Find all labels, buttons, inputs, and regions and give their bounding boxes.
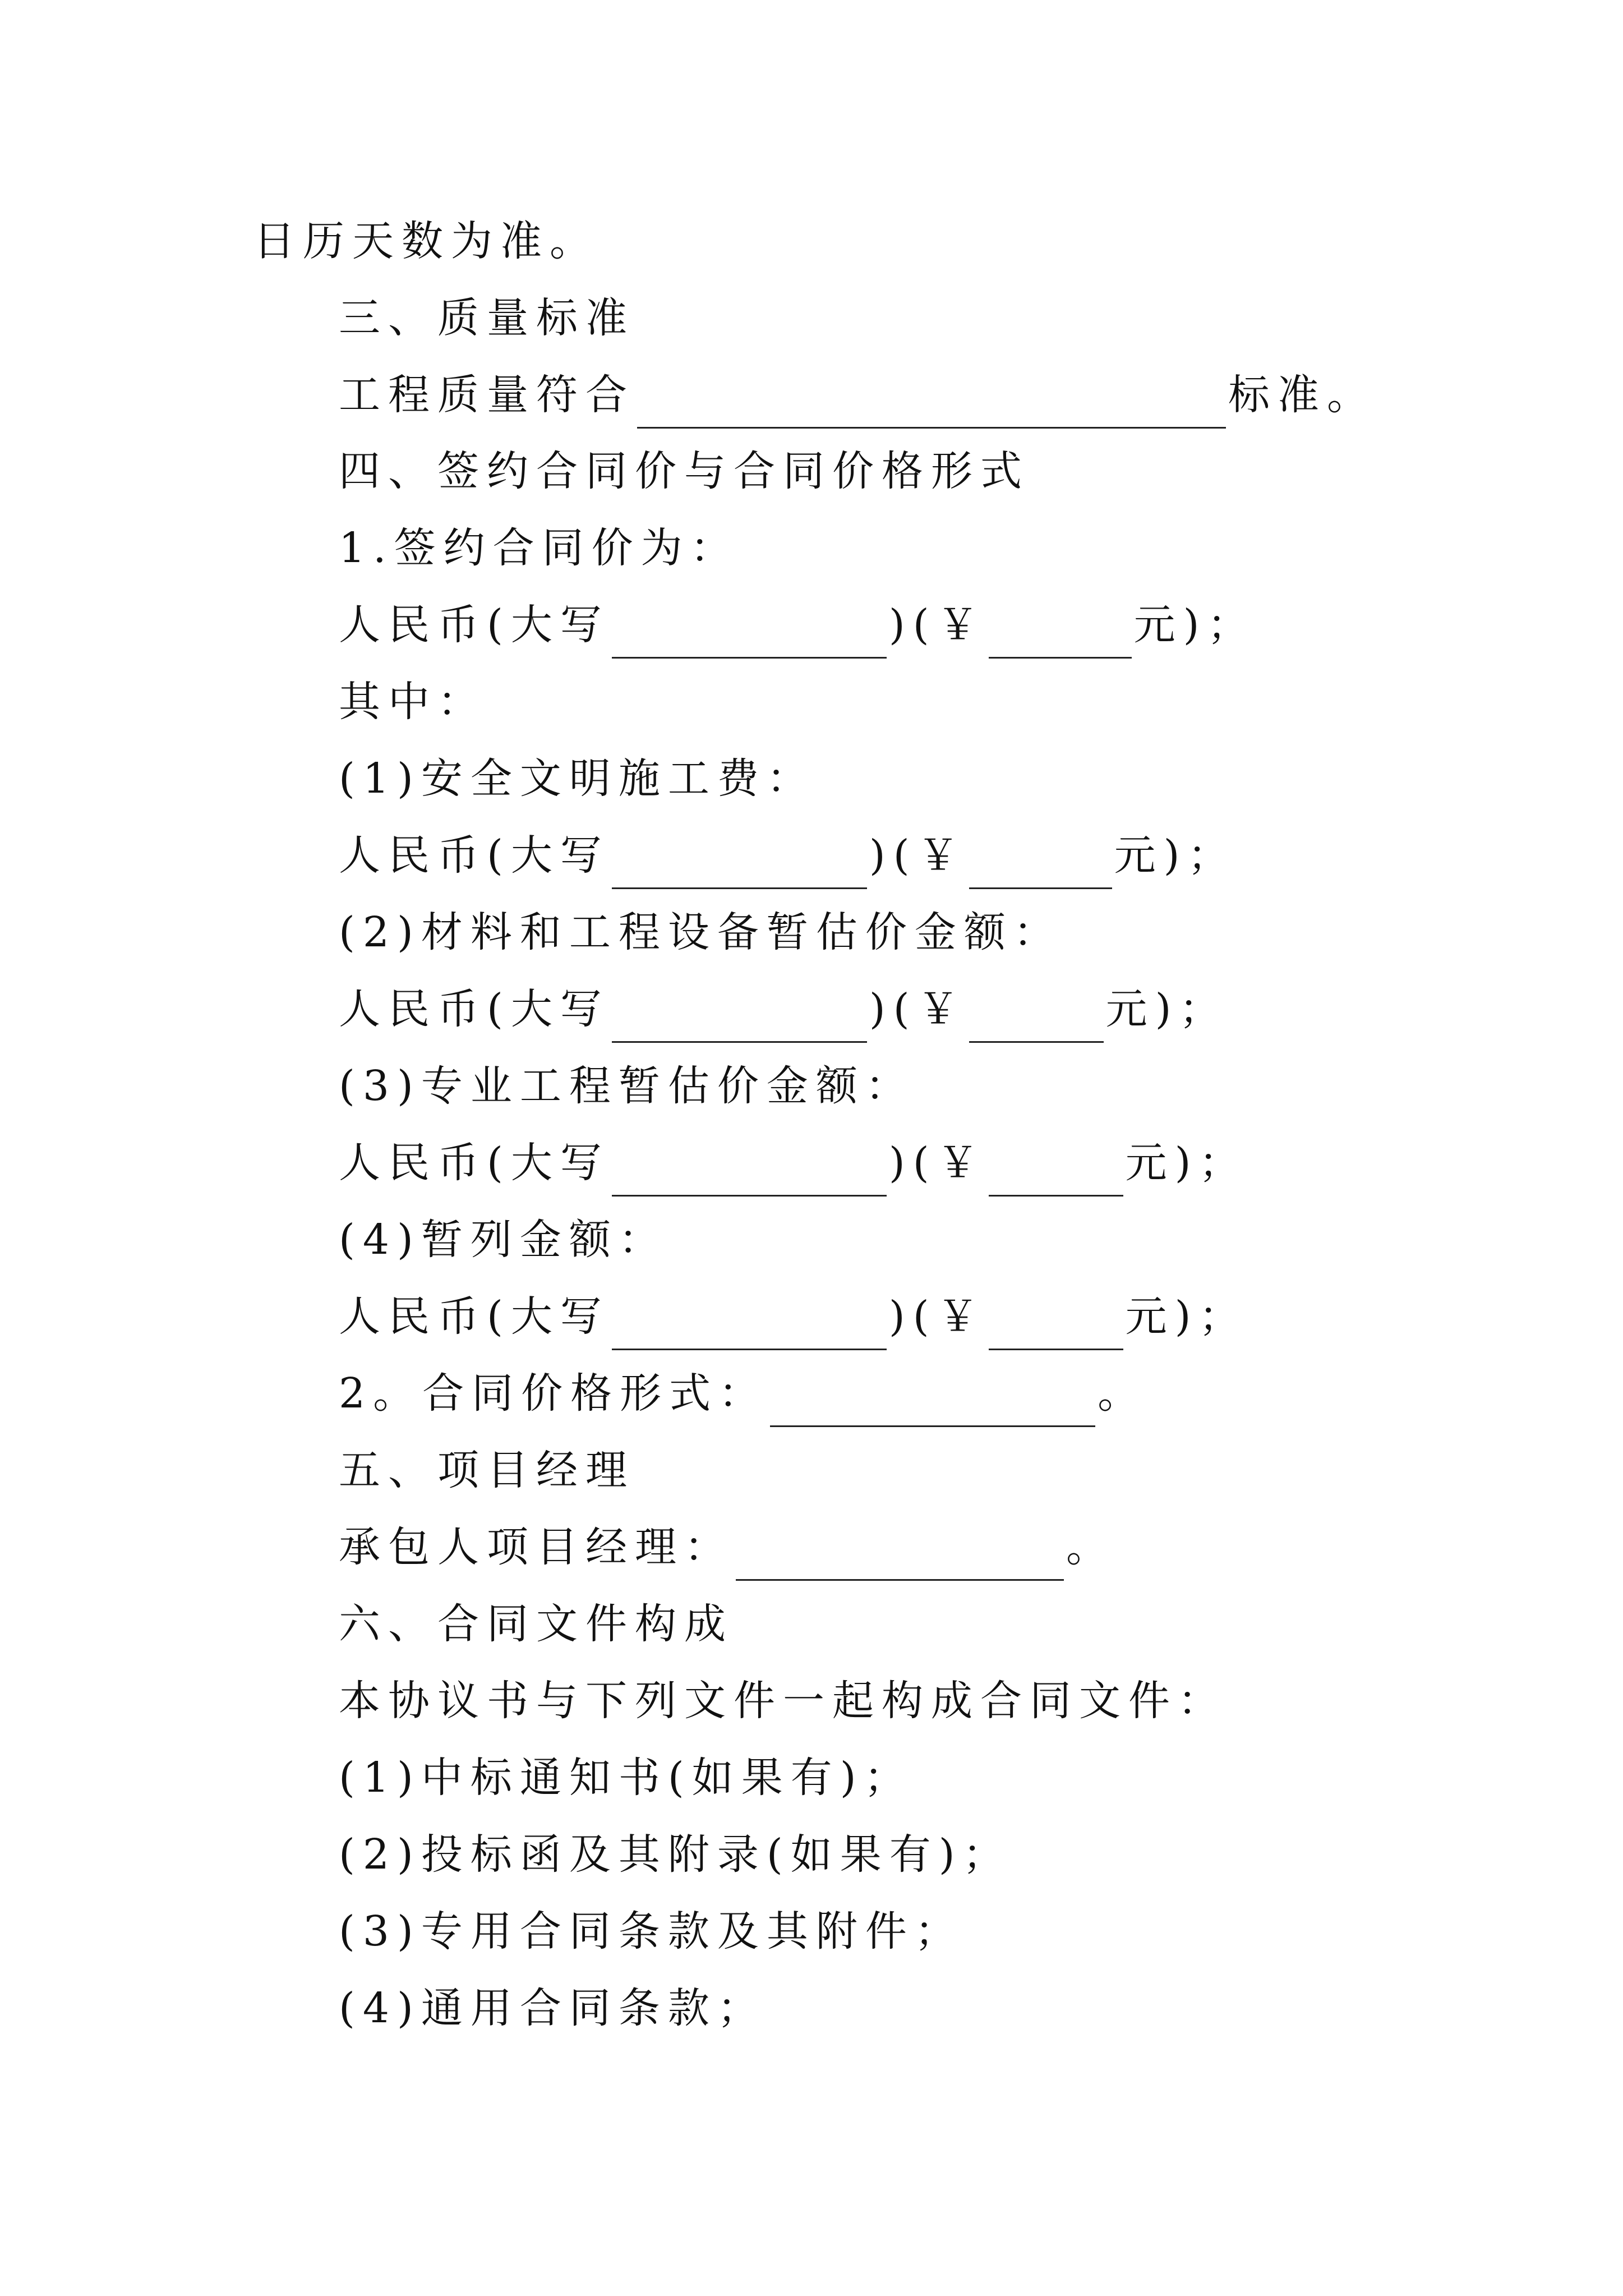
text: (2)材料和工程设备暂估价金额： [339,908,1063,956]
text: (1)中标通知书(如果有)； [339,1754,914,1802]
text: 人民币(大写 [339,985,610,1033]
amount-in-words-blank[interactable] [612,1299,887,1350]
special-works-amount-line [339,1129,1248,1197]
document-list-item [339,1898,964,1965]
document-list-item [339,1975,767,2042]
text: 本协议书与下列文件一起构成合同文件： [339,1677,1227,1725]
item-safety-fee-label [339,745,816,812]
text: 元)； [1125,1139,1248,1187]
text: 元)； [1133,601,1257,649]
amount-in-figures-blank[interactable] [989,1299,1123,1350]
section-heading-quality [339,284,635,352]
text: 。 [1098,1369,1147,1418]
text: 1.签约合同价为： [339,524,740,572]
text: )(￥ [869,985,967,1033]
section-heading-contract-documents [339,1590,734,1658]
text: 元)； [1105,985,1229,1033]
text: 2。合同价格形式： [339,1369,768,1418]
text: (4)通用合同条款； [339,1984,767,2032]
text: (1)安全文明施工费： [339,754,816,803]
text: )(￥ [869,831,967,880]
contract-documents-intro [339,1667,1227,1734]
safety-fee-amount-line [339,822,1237,889]
text-line-calendar-days [253,208,599,275]
section-heading-contract-price [339,438,1030,505]
contract-price-label [339,514,740,582]
project-manager-blank[interactable] [736,1530,1064,1581]
text: 人民币(大写 [339,1292,610,1341]
text: 三、质量标准 [339,294,635,342]
text: 人民币(大写 [339,1139,610,1187]
text: 工程质量符合 [339,371,635,419]
amount-in-words-blank[interactable] [612,992,867,1043]
text: 元)； [1114,831,1237,880]
text: 人民币(大写 [339,831,610,880]
text: (3)专业工程暂估价金额： [339,1062,915,1110]
amount-in-words-blank[interactable] [612,608,887,659]
amount-in-figures-blank[interactable] [969,992,1104,1043]
section-heading-project-manager [339,1437,635,1504]
document-list-item [339,1821,1012,1888]
text: )(￥ [888,601,986,649]
text: )(￥ [888,1292,986,1341]
item-provisional-sum-label [339,1206,668,1273]
text: 人民币(大写 [339,601,610,649]
material-estimate-amount-line [339,976,1229,1043]
text: )(￥ [888,1139,986,1187]
text: (3)专用合同条款及其附件； [339,1907,964,1955]
amount-in-words-blank[interactable] [612,1145,887,1197]
quality-standard-blank[interactable] [637,378,1226,429]
provisional-sum-amount-line [339,1283,1248,1350]
text-line-among-which [339,668,487,735]
text: 四、签约合同价与合同价格形式 [339,447,1030,495]
text: 承包人项目经理： [339,1523,734,1571]
quality-standard-line [339,361,1376,429]
text: 。 [1066,1523,1115,1571]
text: 五、项目经理 [339,1446,635,1494]
amount-in-figures-blank[interactable] [989,608,1132,659]
text: 元)； [1125,1292,1248,1341]
text: (2)投标函及其附录(如果有)； [339,1830,1012,1879]
text: 标准。 [1228,371,1376,419]
item-material-estimate-label [339,899,1063,966]
price-form-line [339,1360,1147,1427]
text: (4)暂列金额： [339,1216,668,1264]
contract-price-amount-line [339,591,1257,659]
amount-in-words-blank[interactable] [612,838,867,889]
text: 六、合同文件构成 [339,1600,734,1648]
document-list-item [339,1744,914,1811]
text: 日历天数为准。 [253,217,599,265]
text: 其中： [339,678,487,726]
amount-in-figures-blank[interactable] [969,838,1112,889]
item-special-works-label [339,1052,915,1120]
project-manager-line [339,1513,1115,1581]
amount-in-figures-blank[interactable] [989,1145,1123,1197]
price-form-blank[interactable] [770,1376,1095,1427]
